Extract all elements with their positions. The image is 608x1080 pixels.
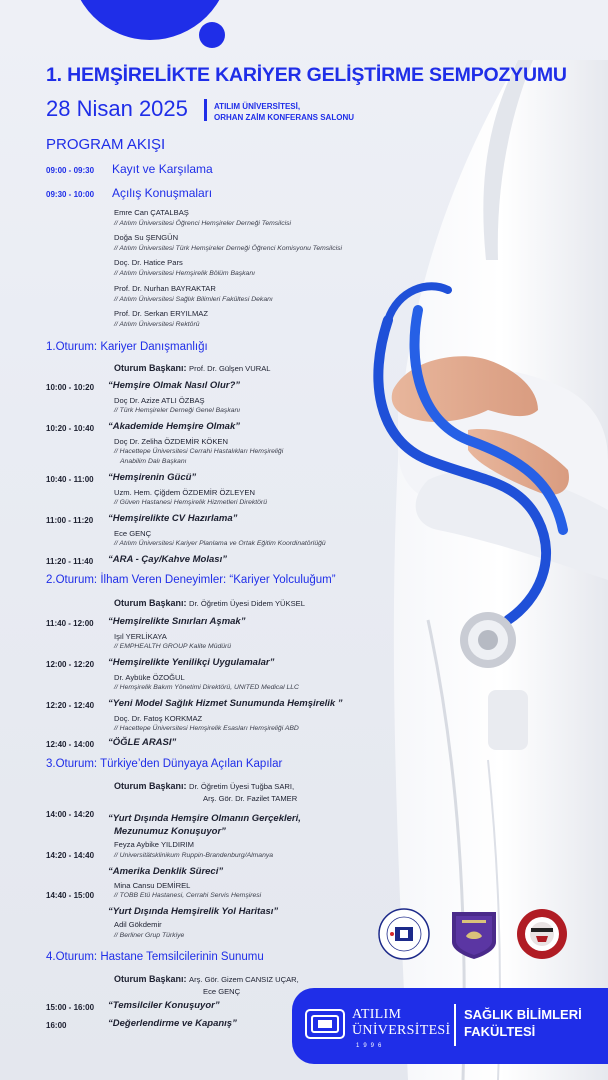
turkish-nurses-association-logo bbox=[516, 908, 568, 960]
speaker-affiliation: // Universitätsklinikum Ruppin-Brandenburg/Almanya bbox=[114, 852, 274, 859]
speaker-name: Uzm. Hem. Çiğdem ÖZDEMİR ÖZLEYEN bbox=[114, 488, 255, 497]
session-1-chair bbox=[114, 363, 270, 373]
talk-time: 12:20 - 12:40 bbox=[46, 701, 95, 710]
speaker-affiliation: // Atılım Üniversitesi Hemşirelik Bölüm Başkanı bbox=[114, 270, 256, 277]
talk-title: “Akademide Hemşire Olmak” bbox=[108, 421, 241, 432]
speaker-affiliation: // Türk Hemşireler Derneği Genel Başkanı bbox=[114, 407, 241, 414]
speaker-name: Doç Dr. Azize ATLI ÖZBAŞ bbox=[114, 396, 205, 405]
university-name bbox=[352, 1007, 450, 1039]
talk-time: 14:20 - 14:40 bbox=[46, 851, 95, 860]
decorative-circle-small bbox=[199, 22, 225, 48]
talk-title: “Hemşirelikte CV Hazırlama” bbox=[108, 513, 238, 524]
chair-name: Arş. Gör. Gizem CANSIZ UÇAR, bbox=[189, 975, 299, 984]
talk-title: “Yurt Dışında Hemşirelik Yol Haritası” bbox=[108, 906, 279, 917]
speaker-affiliation: // Atılım Üniversitesi Rektörü bbox=[114, 321, 200, 328]
speaker-affiliation-cont: Anabilim Dalı Başkanı bbox=[120, 458, 187, 465]
opening-label: Açılış Konuşmaları bbox=[112, 186, 213, 200]
speaker-name: Işıl YERLİKAYA bbox=[114, 632, 167, 641]
chair-name-2: Arş. Gör. Dr. Fazilet TAMER bbox=[203, 794, 298, 803]
talk-title: “Hemşire Olmak Nasıl Olur?” bbox=[108, 380, 240, 391]
event-venue bbox=[214, 101, 354, 123]
career-planning-coordination-logo bbox=[378, 908, 430, 960]
registration-label: Kayıt ve Karşılama bbox=[112, 162, 213, 176]
speaker-name: Feyza Aybike YILDIRIM bbox=[114, 840, 194, 849]
date-separator bbox=[204, 99, 207, 121]
speaker-name: Doç Dr. Zeliha ÖZDEMİR KÖKEN bbox=[114, 437, 228, 446]
footer-separator bbox=[454, 1004, 456, 1046]
speaker-name: Ece GENÇ bbox=[114, 529, 152, 538]
speaker-name: Emre Can ÇATALBAŞ bbox=[114, 208, 189, 217]
opening-time: 09:30 - 10:00 bbox=[46, 190, 95, 199]
faculty-name-line-1: SAĞLIK BİLİMLERİ bbox=[464, 1007, 582, 1022]
session-3-chair bbox=[114, 781, 294, 791]
speaker-affiliation: // Güven Hastanesi Hemşirelik Hizmetleri Direktörü bbox=[114, 499, 267, 506]
speaker-affiliation: // Atılım Üniversitesi Türk Hemşireler Derneği Öğrenci Komisyonu Temsilcisi bbox=[114, 245, 343, 252]
speaker-name: Doç. Dr. Fatoş KORKMAZ bbox=[114, 714, 203, 723]
speaker-affiliation: // Hacettepe Üniversitesi Cerrahi Hastalıkları Hemşireliği bbox=[114, 448, 284, 455]
break-title: “ARA - Çay/Kahve Molası” bbox=[108, 554, 227, 565]
speaker-name: Mina Cansu DEMİREL bbox=[114, 881, 191, 890]
speaker-affiliation: // Atılım Üniversitesi Kariyer Planlama ve Ortak Eğitim Koordinatörlüğü bbox=[114, 540, 326, 547]
venue-line-1: ATILIM ÜNİVERSİTESİ, bbox=[214, 102, 301, 111]
speaker-affiliation: // TOBB Etü Hastanesi, Cerrahi Servis Hemşiresi bbox=[114, 892, 262, 899]
talk-title: “Hemşirenin Gücü” bbox=[108, 472, 197, 483]
university-name-line-2: ÜNİVERSİTESİ bbox=[352, 1023, 451, 1038]
chair-name: Dr. Öğretim Üyesi Tuğba SARI, bbox=[189, 782, 295, 791]
talk-title-cont: Mezunumuz Konuşuyor” bbox=[114, 826, 226, 837]
speaker-name: Doğa Su ŞENGÜN bbox=[114, 233, 179, 242]
speaker-name: Prof. Dr. Serkan ERYILMAZ bbox=[114, 309, 208, 318]
speaker-affiliation: // Atılım Üniversitesi Sağlık Bilimleri Fakültesi Dekanı bbox=[114, 296, 273, 303]
registration-time: 09:00 - 09:30 bbox=[46, 166, 95, 175]
event-date: 28 Nisan 2025 bbox=[46, 96, 188, 121]
talk-title: “Yurt Dışında Hemşire Olmanın Gerçekleri, bbox=[108, 813, 301, 824]
speaker-affiliation: // Hacettepe Üniversitesi Hemşirelik Esasları Hemşireliği ABD bbox=[114, 725, 299, 732]
chair-name-2: Ece GENÇ bbox=[203, 987, 241, 996]
university-name-line-1: ATILIM bbox=[352, 1007, 402, 1022]
speaker-affiliation: // Atılım Üniversitesi Öğrenci Hemşireler Derneği Temsilcisi bbox=[114, 220, 292, 227]
venue-line-2: ORHAN ZAİM KONFERANS SALONU bbox=[214, 113, 354, 122]
speaker-name: Dr. Aybüke ÖZOĞUL bbox=[114, 673, 185, 682]
chair-label: Oturum Başkanı: bbox=[114, 363, 187, 373]
break-time: 11:20 - 11:40 bbox=[46, 557, 94, 566]
faculty-name bbox=[464, 1006, 582, 1040]
chair-label: Oturum Başkanı: bbox=[114, 598, 187, 608]
university-founding-year: 1996 bbox=[356, 1043, 386, 1049]
nursing-students-association-logo bbox=[448, 908, 500, 960]
talk-time: 10:40 - 11:00 bbox=[46, 475, 94, 484]
talk-time: 11:40 - 12:00 bbox=[46, 619, 94, 628]
session-4-chair bbox=[114, 974, 299, 984]
talk-time: 11:00 - 11:20 bbox=[46, 516, 94, 525]
talk-time: 14:40 - 15:00 bbox=[46, 891, 95, 900]
speaker-affiliation: // EMPHEALTH GROUP Kalite Müdürü bbox=[114, 643, 232, 650]
faculty-name-line-2: FAKÜLTESİ bbox=[464, 1024, 536, 1039]
speaker-name: Prof. Dr. Nurhan BAYRAKTAR bbox=[114, 284, 216, 293]
program-heading: PROGRAM AKIŞI bbox=[46, 136, 166, 153]
talk-title: “Hemşirelikte Yenilikçi Uygulamalar” bbox=[108, 657, 275, 668]
talk-title: “Yeni Model Sağlık Hizmet Sunumunda Hemşirelik ” bbox=[108, 698, 343, 709]
break-time: 12:40 - 14:00 bbox=[46, 740, 95, 749]
speaker-affiliation: // Hemşirelik Bakım Yönetimi Direktörü, UNITED Medical LLC bbox=[114, 684, 299, 691]
session-3-title: 3.Oturum: Türkiye’den Dünyaya Açılan Kapılar bbox=[46, 758, 283, 770]
speaker-name: Doç. Dr. Hatice Pars bbox=[114, 258, 183, 267]
talk-title: “Amerika Denklik Süreci” bbox=[108, 866, 224, 877]
talk-time: 10:20 - 10:40 bbox=[46, 424, 95, 433]
talk-time: 14:00 - 14:20 bbox=[46, 810, 95, 819]
session-2-title: 2.Oturum: İlham Veren Deneyimler: “Kariyer Yolculuğum” bbox=[46, 574, 336, 586]
speaker-name: Adil Gökdemir bbox=[114, 920, 162, 929]
chair-label: Oturum Başkanı: bbox=[114, 974, 187, 984]
session-2-chair bbox=[114, 598, 305, 608]
session-1-title: 1.Oturum: Kariyer Danışmanlığı bbox=[46, 341, 208, 353]
talk-time: 10:00 - 10:20 bbox=[46, 383, 95, 392]
chair-name: Dr. Öğretim Üyesi Didem YÜKSEL bbox=[189, 599, 305, 608]
talk-title: “Hemşirelikte Sınırları Aşmak” bbox=[108, 616, 246, 627]
break-title: “ÖĞLE ARASI” bbox=[108, 737, 177, 748]
atilim-university-logo-icon bbox=[304, 1006, 348, 1044]
talk-time: 15:00 - 16:00 bbox=[46, 1003, 95, 1012]
talk-title: “Değerlendirme ve Kapanış” bbox=[108, 1018, 237, 1029]
chair-label: Oturum Başkanı: bbox=[114, 781, 187, 791]
chair-name: Prof. Dr. Gülşen VURAL bbox=[189, 364, 271, 373]
talk-time: 16:00 bbox=[46, 1021, 67, 1030]
talk-time: 12:00 - 12:20 bbox=[46, 660, 95, 669]
session-4-title: 4.Oturum: Hastane Temsilcilerinin Sunumu bbox=[46, 951, 264, 963]
talk-title: “Temsilciler Konuşuyor” bbox=[108, 1000, 220, 1011]
page-title: 1. HEMŞİRELİKTE KARİYER GELİŞTİRME SEMPOZYUMU bbox=[46, 64, 567, 86]
speaker-affiliation: // Berliner Grup Türkiye bbox=[114, 932, 185, 939]
